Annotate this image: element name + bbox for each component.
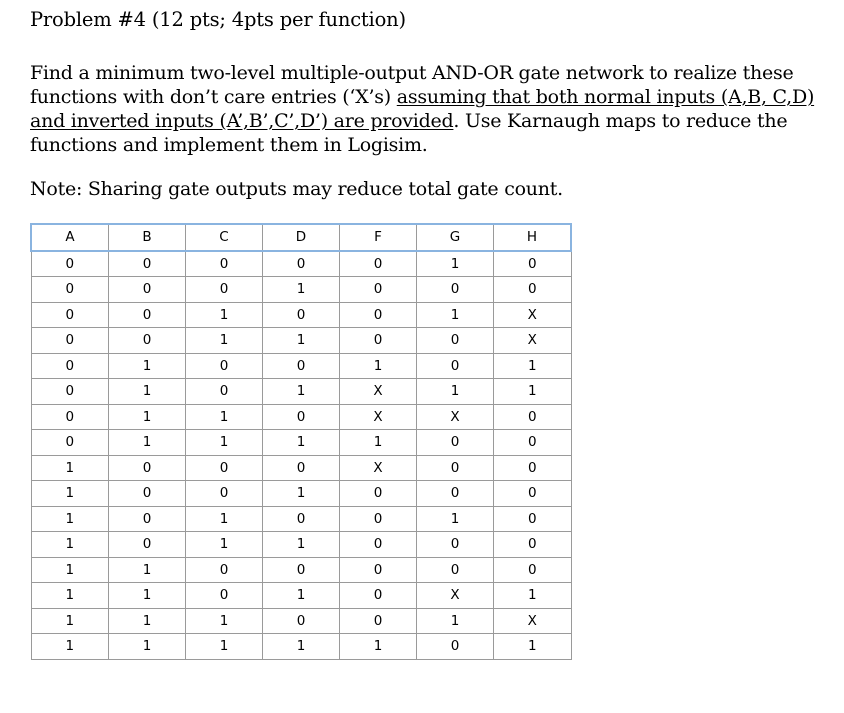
table-row bbox=[31, 251, 571, 277]
table-cell-f: 0 bbox=[340, 532, 417, 558]
table-cell-c: 1 bbox=[186, 608, 263, 634]
table-cell-f: 1 bbox=[340, 353, 417, 379]
truth-table-header-row bbox=[31, 224, 571, 251]
note-text: Note: Sharing gate outputs may reduce total gate count. bbox=[30, 178, 563, 200]
table-row bbox=[31, 608, 571, 634]
table-cell-g: 0 bbox=[417, 353, 494, 379]
table-cell-a: 0 bbox=[31, 430, 109, 456]
header-c: C bbox=[186, 224, 263, 251]
table-cell-b: 0 bbox=[109, 251, 186, 277]
table-cell-d: 1 bbox=[263, 481, 340, 507]
table-cell-b: 0 bbox=[109, 455, 186, 481]
table-cell-c: 1 bbox=[186, 404, 263, 430]
table-cell-h: X bbox=[494, 302, 572, 328]
table-row bbox=[31, 532, 571, 558]
table-row bbox=[31, 455, 571, 481]
table-cell-d: 1 bbox=[263, 379, 340, 405]
table-cell-c: 0 bbox=[186, 251, 263, 277]
table-cell-c: 1 bbox=[186, 532, 263, 558]
table-cell-f: 0 bbox=[340, 328, 417, 354]
table-cell-c: 0 bbox=[186, 455, 263, 481]
header-a: A bbox=[31, 224, 109, 251]
table-row bbox=[31, 557, 571, 583]
description-line-2-text: functions with don’t care entries (‘X’s) bbox=[30, 86, 397, 108]
table-cell-g: 0 bbox=[417, 430, 494, 456]
table-cell-d: 0 bbox=[263, 557, 340, 583]
description-line-3 bbox=[30, 109, 830, 133]
table-cell-g: 1 bbox=[417, 506, 494, 532]
table-cell-b: 0 bbox=[109, 328, 186, 354]
table-cell-g: 1 bbox=[417, 251, 494, 277]
table-cell-f: X bbox=[340, 379, 417, 405]
table-cell-d: 0 bbox=[263, 608, 340, 634]
description-line-1: Find a minimum two-level multiple-output AND-OR gate network to realize these bbox=[30, 62, 794, 84]
table-cell-c: 1 bbox=[186, 430, 263, 456]
table-cell-a: 0 bbox=[31, 328, 109, 354]
table-cell-h: 0 bbox=[494, 506, 572, 532]
table-cell-g: 0 bbox=[417, 328, 494, 354]
table-cell-f: 0 bbox=[340, 302, 417, 328]
table-cell-d: 1 bbox=[263, 328, 340, 354]
table-cell-f: 0 bbox=[340, 583, 417, 609]
table-row bbox=[31, 353, 571, 379]
table-row bbox=[31, 277, 571, 303]
table-cell-f: 0 bbox=[340, 608, 417, 634]
table-cell-c: 1 bbox=[186, 328, 263, 354]
table-cell-g: 0 bbox=[417, 634, 494, 660]
table-row bbox=[31, 506, 571, 532]
truth-table bbox=[30, 223, 572, 660]
table-cell-h: 0 bbox=[494, 277, 572, 303]
table-cell-c: 0 bbox=[186, 583, 263, 609]
header-g: G bbox=[417, 224, 494, 251]
underlined-assumption-part-2: and inverted inputs (A’,B’,C’,D’) are provided bbox=[30, 110, 454, 132]
table-cell-a: 0 bbox=[31, 404, 109, 430]
table-cell-h: 0 bbox=[494, 557, 572, 583]
table-cell-g: 0 bbox=[417, 455, 494, 481]
table-cell-c: 0 bbox=[186, 557, 263, 583]
problem-description bbox=[30, 61, 830, 157]
table-cell-h: 1 bbox=[494, 353, 572, 379]
table-cell-f: 0 bbox=[340, 557, 417, 583]
table-cell-f: 1 bbox=[340, 430, 417, 456]
description-line-3-text: . Use Karnaugh maps to reduce the bbox=[453, 110, 788, 132]
table-cell-a: 0 bbox=[31, 302, 109, 328]
table-cell-g: 0 bbox=[417, 277, 494, 303]
header-f: F bbox=[340, 224, 417, 251]
table-cell-d: 0 bbox=[263, 455, 340, 481]
table-cell-b: 1 bbox=[109, 634, 186, 660]
table-cell-c: 0 bbox=[186, 379, 263, 405]
description-line-4: functions and implement them in Logisim. bbox=[30, 134, 428, 156]
table-cell-h: 1 bbox=[494, 583, 572, 609]
table-cell-f: X bbox=[340, 455, 417, 481]
table-cell-b: 0 bbox=[109, 481, 186, 507]
table-cell-b: 1 bbox=[109, 608, 186, 634]
table-cell-a: 1 bbox=[31, 557, 109, 583]
table-cell-f: 0 bbox=[340, 277, 417, 303]
table-cell-f: X bbox=[340, 404, 417, 430]
table-cell-g: 0 bbox=[417, 557, 494, 583]
table-cell-f: 0 bbox=[340, 251, 417, 277]
table-row bbox=[31, 328, 571, 354]
table-cell-h: X bbox=[494, 328, 572, 354]
table-cell-c: 1 bbox=[186, 634, 263, 660]
table-cell-a: 0 bbox=[31, 277, 109, 303]
table-cell-d: 1 bbox=[263, 430, 340, 456]
table-cell-d: 1 bbox=[263, 583, 340, 609]
table-cell-c: 0 bbox=[186, 277, 263, 303]
table-row bbox=[31, 379, 571, 405]
table-cell-d: 0 bbox=[263, 506, 340, 532]
table-cell-b: 1 bbox=[109, 583, 186, 609]
table-cell-h: 0 bbox=[494, 430, 572, 456]
table-cell-b: 1 bbox=[109, 557, 186, 583]
table-cell-h: 0 bbox=[494, 251, 572, 277]
table-cell-g: X bbox=[417, 583, 494, 609]
table-row bbox=[31, 302, 571, 328]
header-b: B bbox=[109, 224, 186, 251]
table-cell-f: 0 bbox=[340, 506, 417, 532]
table-cell-b: 0 bbox=[109, 302, 186, 328]
header-h: H bbox=[494, 224, 572, 251]
table-cell-h: 1 bbox=[494, 379, 572, 405]
table-cell-b: 0 bbox=[109, 277, 186, 303]
table-cell-a: 0 bbox=[31, 379, 109, 405]
table-cell-b: 0 bbox=[109, 532, 186, 558]
table-cell-h: 0 bbox=[494, 481, 572, 507]
table-cell-a: 0 bbox=[31, 251, 109, 277]
table-cell-g: 1 bbox=[417, 608, 494, 634]
table-cell-a: 1 bbox=[31, 481, 109, 507]
table-cell-d: 0 bbox=[263, 251, 340, 277]
table-cell-h: X bbox=[494, 608, 572, 634]
table-row bbox=[31, 430, 571, 456]
table-cell-a: 1 bbox=[31, 455, 109, 481]
table-cell-g: 1 bbox=[417, 379, 494, 405]
table-cell-b: 1 bbox=[109, 404, 186, 430]
table-cell-a: 1 bbox=[31, 583, 109, 609]
table-cell-d: 1 bbox=[263, 532, 340, 558]
description-line-2 bbox=[30, 85, 830, 109]
table-cell-d: 0 bbox=[263, 353, 340, 379]
table-cell-b: 1 bbox=[109, 379, 186, 405]
table-cell-h: 0 bbox=[494, 404, 572, 430]
table-cell-g: 1 bbox=[417, 302, 494, 328]
table-row bbox=[31, 481, 571, 507]
table-cell-c: 0 bbox=[186, 481, 263, 507]
table-cell-a: 1 bbox=[31, 532, 109, 558]
table-cell-c: 1 bbox=[186, 506, 263, 532]
table-cell-d: 0 bbox=[263, 302, 340, 328]
table-cell-c: 0 bbox=[186, 353, 263, 379]
table-cell-f: 0 bbox=[340, 481, 417, 507]
table-cell-b: 0 bbox=[109, 506, 186, 532]
table-row bbox=[31, 634, 571, 660]
table-cell-d: 0 bbox=[263, 404, 340, 430]
problem-heading: Problem #4 (12 pts; 4pts per function) bbox=[30, 8, 406, 31]
table-row bbox=[31, 404, 571, 430]
header-d: D bbox=[263, 224, 340, 251]
table-cell-g: 0 bbox=[417, 481, 494, 507]
table-cell-a: 0 bbox=[31, 353, 109, 379]
underlined-assumption-part-1: assuming that both normal inputs (A,B, C,D) bbox=[396, 86, 815, 108]
table-cell-h: 0 bbox=[494, 455, 572, 481]
table-cell-h: 1 bbox=[494, 634, 572, 660]
table-cell-g: X bbox=[417, 404, 494, 430]
table-cell-f: 1 bbox=[340, 634, 417, 660]
table-cell-c: 1 bbox=[186, 302, 263, 328]
table-cell-b: 1 bbox=[109, 430, 186, 456]
table-cell-d: 1 bbox=[263, 277, 340, 303]
table-cell-a: 1 bbox=[31, 634, 109, 660]
table-cell-h: 0 bbox=[494, 532, 572, 558]
table-cell-a: 1 bbox=[31, 506, 109, 532]
table-row bbox=[31, 583, 571, 609]
table-cell-g: 0 bbox=[417, 532, 494, 558]
table-cell-a: 1 bbox=[31, 608, 109, 634]
table-cell-b: 1 bbox=[109, 353, 186, 379]
table-cell-d: 1 bbox=[263, 634, 340, 660]
truth-table-body bbox=[31, 251, 571, 660]
